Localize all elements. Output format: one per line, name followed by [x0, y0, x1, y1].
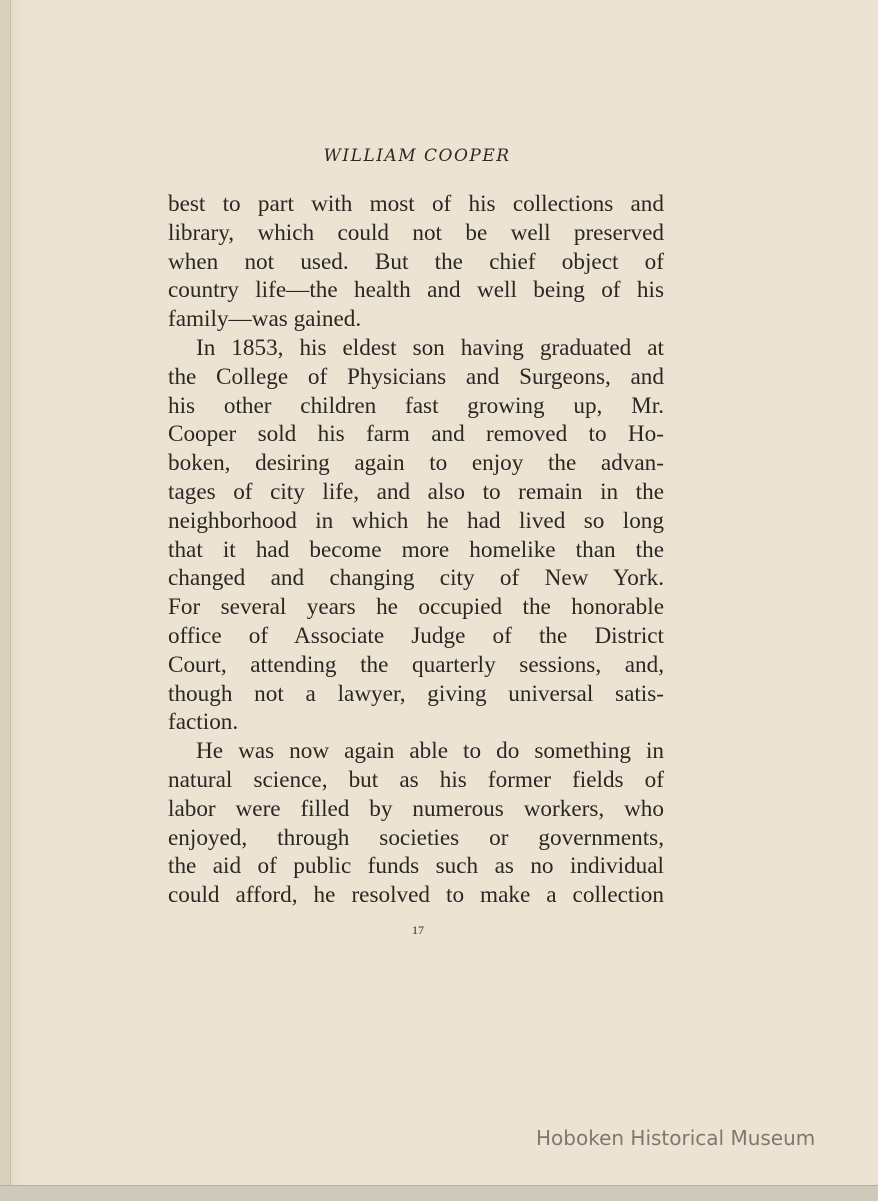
text-line: neighborhood in which he had lived so long — [168, 507, 664, 534]
text-line: enjoyed, through societies or governments, — [168, 824, 664, 851]
text-line: tages of city life, and also to remain in the — [168, 478, 664, 505]
text-line: Court, attending the quarterly sessions, and, — [168, 651, 664, 678]
text-line: boken, desiring again to enjoy the advan- — [168, 450, 664, 477]
text-line: For several years he occupied the honorable — [168, 594, 664, 621]
text-line: faction. — [168, 709, 239, 736]
text-line: the aid of public funds such as no individual — [168, 853, 664, 880]
text-line: Cooper sold his farm and removed to Ho- — [168, 421, 664, 448]
text-line: his other children fast growing up, Mr. — [168, 392, 664, 419]
page-number: 17 — [412, 923, 424, 937]
text-line: library, which could not be well preserved — [168, 219, 664, 246]
text-line: could afford, he resolved to make a collection — [168, 882, 664, 909]
text-line: labor were filled by numerous workers, who — [168, 795, 664, 822]
text-line: the College of Physicians and Surgeons, and — [168, 363, 664, 390]
text-line: though not a lawyer, giving universal satis- — [168, 680, 664, 707]
text-line: He was now again able to do something in — [196, 738, 664, 765]
text-line: family—was gained. — [168, 306, 362, 333]
page-spine-edge — [0, 0, 11, 1185]
text-line: In 1853, his eldest son having graduated at — [196, 334, 664, 361]
text-line: when not used. But the chief object of — [168, 248, 664, 275]
museum-watermark: Hoboken Historical Museum — [536, 1126, 816, 1150]
text-line: country life—the health and well being of his — [168, 277, 664, 304]
body-text — [168, 190, 664, 910]
text-line: changed and changing city of New York. — [168, 565, 664, 592]
text-line: best to part with most of his collections and — [168, 191, 664, 217]
page-bottom-edge — [0, 1185, 878, 1201]
text-line: office of Associate Judge of the District — [168, 622, 664, 649]
text-line: natural science, but as his former fields of — [168, 766, 664, 793]
running-head: WILLIAM COOPER — [323, 146, 511, 166]
text-line: that it had become more homelike than the — [168, 536, 664, 563]
